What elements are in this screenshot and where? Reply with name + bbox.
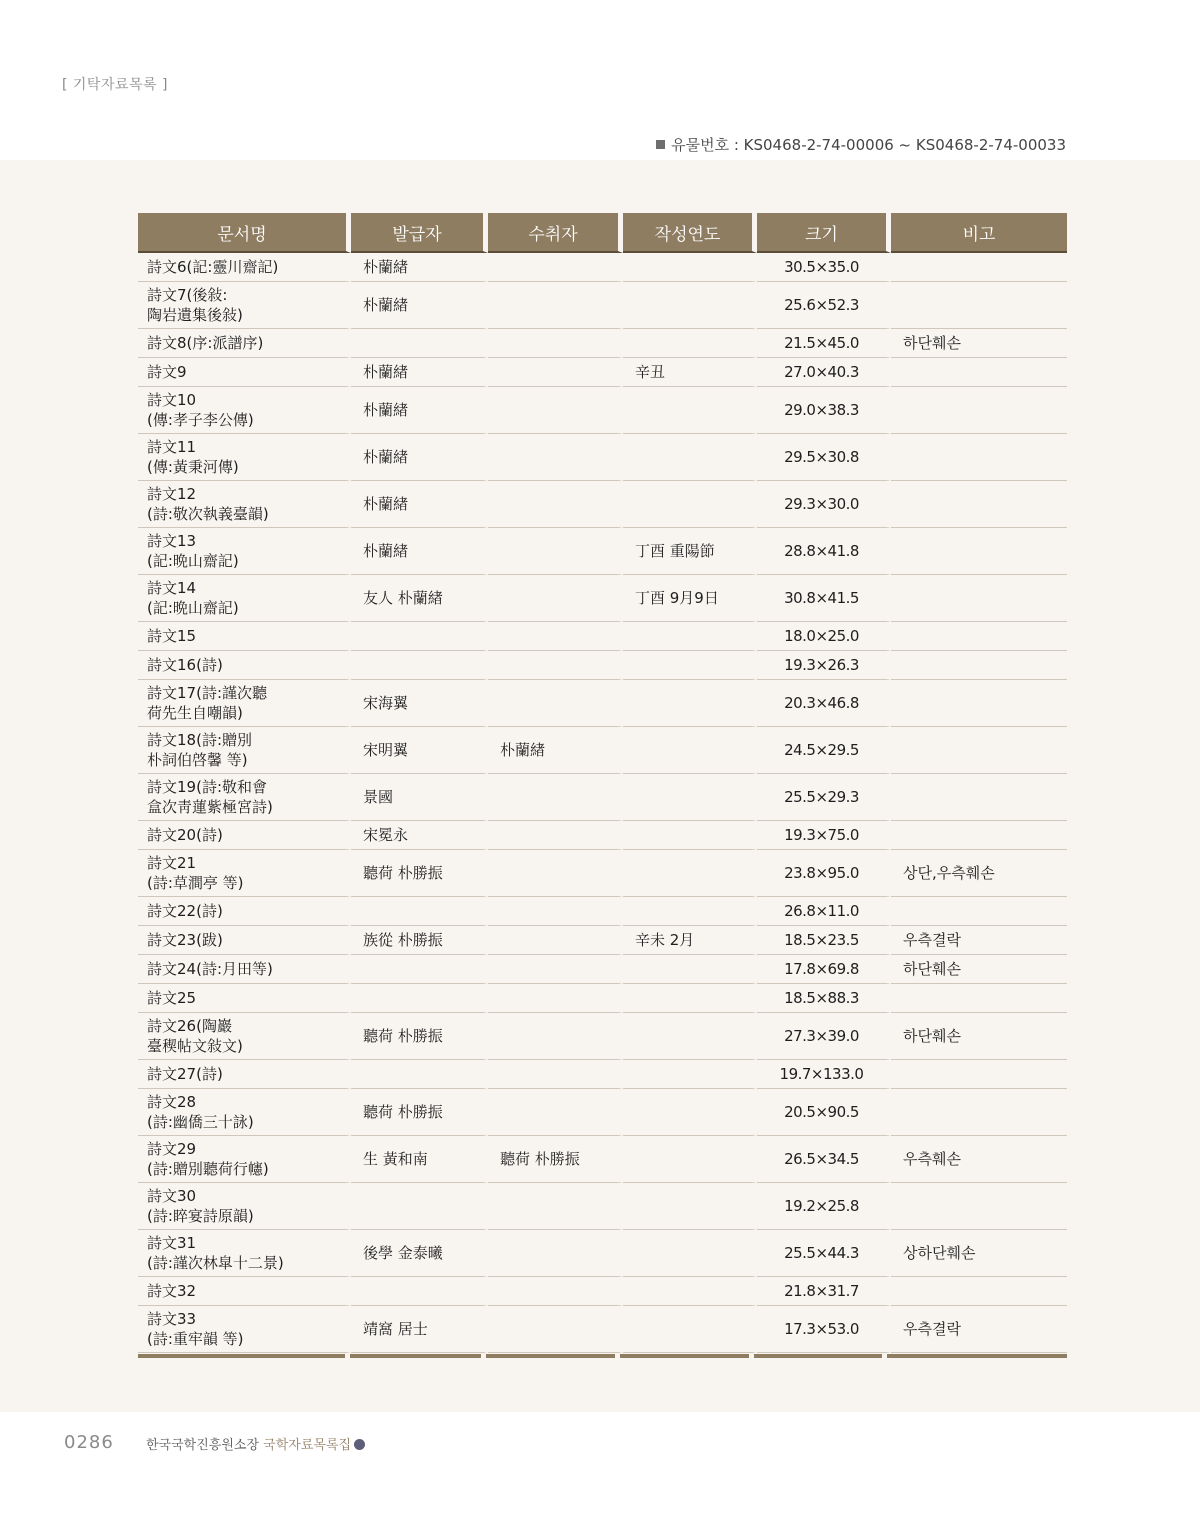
- section-label: [ 기탁자료목록 ]: [62, 77, 168, 93]
- table-row: [138, 1013, 1067, 1060]
- cell-issuer: 後學 金泰曦: [351, 1230, 488, 1277]
- cell-receiver: [488, 329, 623, 358]
- cell-receiver: [488, 850, 623, 897]
- cell-title-line: 詩文11: [147, 438, 197, 456]
- cell-size: 18.5×88.3: [757, 984, 891, 1013]
- cell-size: 30.8×41.5: [757, 575, 891, 622]
- cell-title-line: 詩文22(詩): [147, 902, 223, 920]
- cell-title-line: 詩文26(陶巖: [147, 1017, 232, 1035]
- cell-note: 우측결락: [891, 926, 1067, 955]
- footer-band: [0, 1412, 1200, 1520]
- table-row: [138, 481, 1067, 528]
- cell-size: 23.8×95.0: [757, 850, 891, 897]
- cell-receiver: [488, 926, 623, 955]
- cell-issuer: 朴蘭緖: [351, 253, 488, 282]
- cell-note: [891, 1277, 1067, 1306]
- column-header-issuer: 발급자: [351, 213, 488, 253]
- cell-title: [138, 1230, 351, 1277]
- cell-receiver: [488, 1013, 623, 1060]
- table-header-row: [138, 213, 1067, 253]
- table-row: [138, 1089, 1067, 1136]
- cell-title-line: 詩文7(後敍:: [147, 286, 228, 304]
- cell-note: 우측결락: [891, 1306, 1067, 1353]
- cell-title-line: 詩文9: [147, 363, 187, 381]
- cell-receiver: [488, 821, 623, 850]
- cell-title: [138, 680, 351, 727]
- page-number: 0286: [64, 1432, 114, 1453]
- cell-receiver: [488, 680, 623, 727]
- cell-size: 30.5×35.0: [757, 253, 891, 282]
- cell-title-line: (詩:敬次執義臺韻): [147, 505, 269, 523]
- cell-issuer: [351, 1183, 488, 1230]
- cell-title-line: 臺稧帖文敍文): [147, 1037, 243, 1055]
- cell-issuer: 聽荷 朴勝振: [351, 850, 488, 897]
- cell-note: [891, 821, 1067, 850]
- cell-year: [623, 1136, 757, 1183]
- cell-size: 29.5×30.8: [757, 434, 891, 481]
- cell-size: 26.5×34.5: [757, 1136, 891, 1183]
- cell-title: [138, 575, 351, 622]
- cell-title: [138, 387, 351, 434]
- cell-note: [891, 1183, 1067, 1230]
- cell-note: [891, 387, 1067, 434]
- cell-year: [623, 821, 757, 850]
- cell-title: [138, 651, 351, 680]
- cell-title-line: 朴詞伯啓馨 等): [147, 751, 248, 769]
- cell-issuer: [351, 984, 488, 1013]
- table-row: [138, 850, 1067, 897]
- table-row: [138, 434, 1067, 481]
- cell-note: 우측훼손: [891, 1136, 1067, 1183]
- cell-title: [138, 1306, 351, 1353]
- cell-note: [891, 282, 1067, 329]
- cell-issuer: 朴蘭緖: [351, 481, 488, 528]
- cell-size: 27.3×39.0: [757, 1013, 891, 1060]
- cell-title-line: 詩文27(詩): [147, 1065, 223, 1083]
- cell-note: [891, 727, 1067, 774]
- table-row: [138, 897, 1067, 926]
- cell-title-line: 詩文13: [147, 532, 197, 550]
- table-row: [138, 955, 1067, 984]
- cell-title-line: 詩文25: [147, 989, 197, 1007]
- table-row: [138, 1060, 1067, 1089]
- cell-note: [891, 774, 1067, 821]
- cell-year: 辛未 2月: [623, 926, 757, 955]
- cell-title-line: 詩文31: [147, 1234, 197, 1252]
- cell-size: 24.5×29.5: [757, 727, 891, 774]
- cell-receiver: [488, 651, 623, 680]
- cell-note: [891, 575, 1067, 622]
- cell-issuer: 朴蘭緖: [351, 528, 488, 575]
- cell-title: [138, 1060, 351, 1089]
- cell-size: 29.3×30.0: [757, 481, 891, 528]
- cell-title-line: 詩文19(詩:敬和會: [147, 778, 267, 796]
- cell-year: [623, 253, 757, 282]
- cell-issuer: [351, 329, 488, 358]
- cell-issuer: 生 黃和南: [351, 1136, 488, 1183]
- cell-receiver: 朴蘭緖: [488, 727, 623, 774]
- cell-issuer: 族從 朴勝振: [351, 926, 488, 955]
- cell-issuer: 靖窩 居士: [351, 1306, 488, 1353]
- table-end-rule: [138, 1354, 1067, 1358]
- table-row: [138, 727, 1067, 774]
- cell-size: 19.3×26.3: [757, 651, 891, 680]
- cell-year: [623, 1183, 757, 1230]
- cell-year: [623, 1306, 757, 1353]
- cell-year: [623, 984, 757, 1013]
- cell-year: [623, 774, 757, 821]
- cell-note: [891, 622, 1067, 651]
- cell-year: [623, 680, 757, 727]
- cell-title-line: 詩文12: [147, 485, 197, 503]
- cell-year: [623, 897, 757, 926]
- cell-title: [138, 926, 351, 955]
- cell-size: 20.3×46.8: [757, 680, 891, 727]
- cell-receiver: [488, 1089, 623, 1136]
- cell-title-line: 詩文23(跋): [147, 931, 223, 949]
- cell-title-line: 詩文29: [147, 1140, 197, 1158]
- cell-year: [623, 481, 757, 528]
- table-row: [138, 821, 1067, 850]
- cell-title: [138, 850, 351, 897]
- cell-note: 상단,우측훼손: [891, 850, 1067, 897]
- cell-title-line: (詩:睟宴詩原韻): [147, 1207, 254, 1225]
- artifact-id-range-text: 유물번호 : KS0468-2-74-00006 ~ KS0468-2-74-00033: [671, 136, 1066, 154]
- table-body: [138, 253, 1067, 1353]
- cell-title: [138, 358, 351, 387]
- table-row: [138, 253, 1067, 282]
- cell-title-line: 詩文21: [147, 854, 197, 872]
- column-header-title: 문서명: [138, 213, 351, 253]
- cell-receiver: [488, 1306, 623, 1353]
- cell-title-line: 詩文17(詩:謹次聽: [147, 684, 267, 702]
- cell-year: [623, 434, 757, 481]
- cell-size: 21.5×45.0: [757, 329, 891, 358]
- cell-receiver: [488, 358, 623, 387]
- cell-year: 丁酉 9月9日: [623, 575, 757, 622]
- cell-year: [623, 1013, 757, 1060]
- cell-receiver: [488, 955, 623, 984]
- cell-note: 하단훼손: [891, 1013, 1067, 1060]
- cell-note: 하단훼손: [891, 329, 1067, 358]
- cell-receiver: [488, 528, 623, 575]
- cell-size: 21.8×31.7: [757, 1277, 891, 1306]
- table-row: [138, 358, 1067, 387]
- cell-title-line: 詩文8(序:派譜序): [147, 334, 264, 352]
- footer-org: 한국국학진흥원소장: [146, 1438, 260, 1453]
- cell-receiver: 聽荷 朴勝振: [488, 1136, 623, 1183]
- cell-note: [891, 358, 1067, 387]
- cell-title: [138, 897, 351, 926]
- cell-title: [138, 1183, 351, 1230]
- cell-title: [138, 1089, 351, 1136]
- table-row: [138, 528, 1067, 575]
- footer-publication: [146, 1434, 365, 1453]
- cell-title-line: 詩文16(詩): [147, 656, 223, 674]
- cell-issuer: [351, 1060, 488, 1089]
- column-header-year: 작성연도: [623, 213, 757, 253]
- cell-issuer: 宋海翼: [351, 680, 488, 727]
- cell-year: [623, 1089, 757, 1136]
- cell-issuer: 景國: [351, 774, 488, 821]
- cell-title-line: 盒次靑蓮紫極宮詩): [147, 798, 273, 816]
- cell-size: 17.3×53.0: [757, 1306, 891, 1353]
- cell-title-line: 詩文14: [147, 579, 197, 597]
- dot-icon: [354, 1439, 365, 1450]
- cell-title: [138, 1136, 351, 1183]
- cell-size: 18.0×25.0: [757, 622, 891, 651]
- cell-title-line: (詩:重牢韻 等): [147, 1330, 244, 1348]
- table-row: [138, 387, 1067, 434]
- cell-issuer: 朴蘭緖: [351, 387, 488, 434]
- cell-size: 25.6×52.3: [757, 282, 891, 329]
- cell-year: [623, 1060, 757, 1089]
- cell-title: [138, 727, 351, 774]
- square-bullet-icon: [656, 140, 665, 149]
- cell-size: 19.3×75.0: [757, 821, 891, 850]
- cell-year: [623, 651, 757, 680]
- cell-year: [623, 1277, 757, 1306]
- cell-title: [138, 282, 351, 329]
- cell-title-line: 詩文32: [147, 1282, 197, 1300]
- cell-issuer: [351, 897, 488, 926]
- cell-issuer: [351, 622, 488, 651]
- cell-title: [138, 1013, 351, 1060]
- cell-issuer: 宋冕永: [351, 821, 488, 850]
- cell-size: 19.2×25.8: [757, 1183, 891, 1230]
- cell-title: [138, 955, 351, 984]
- cell-year: [623, 1230, 757, 1277]
- cell-issuer: 友人 朴蘭緖: [351, 575, 488, 622]
- cell-title-line: 詩文15: [147, 627, 197, 645]
- cell-title: [138, 774, 351, 821]
- cell-size: 28.8×41.8: [757, 528, 891, 575]
- cell-title-line: 詩文28: [147, 1093, 197, 1111]
- cell-year: [623, 622, 757, 651]
- cell-title: [138, 821, 351, 850]
- cell-year: 辛丑: [623, 358, 757, 387]
- cell-receiver: [488, 387, 623, 434]
- cell-title-line: 詩文20(詩): [147, 826, 223, 844]
- cell-note: 하단훼손: [891, 955, 1067, 984]
- cell-year: [623, 955, 757, 984]
- cell-title-line: (記:晩山齋記): [147, 599, 239, 617]
- cell-title: [138, 1277, 351, 1306]
- cell-size: 18.5×23.5: [757, 926, 891, 955]
- cell-note: [891, 528, 1067, 575]
- cell-issuer: 聽荷 朴勝振: [351, 1013, 488, 1060]
- cell-receiver: [488, 1060, 623, 1089]
- cell-size: 17.8×69.8: [757, 955, 891, 984]
- cell-title-line: 詩文6(記:靈川齋記): [147, 258, 279, 276]
- cell-note: [891, 1060, 1067, 1089]
- cell-note: [891, 651, 1067, 680]
- cell-title-line: (傳:黃秉河傳): [147, 458, 239, 476]
- cell-note: [891, 434, 1067, 481]
- cell-title-line: 詩文18(詩:贈別: [147, 731, 252, 749]
- table-row: [138, 1230, 1067, 1277]
- cell-title-line: 荷先生自嘲韻): [147, 704, 243, 722]
- column-header-size: 크기: [757, 213, 891, 253]
- cell-issuer: 聽荷 朴勝振: [351, 1089, 488, 1136]
- cell-year: [623, 387, 757, 434]
- table-row: [138, 984, 1067, 1013]
- cell-note: [891, 897, 1067, 926]
- cell-title-line: 詩文33: [147, 1310, 197, 1328]
- cell-note: [891, 1089, 1067, 1136]
- cell-title-line: 詩文30: [147, 1187, 197, 1205]
- cell-receiver: [488, 481, 623, 528]
- cell-receiver: [488, 622, 623, 651]
- cell-title: [138, 253, 351, 282]
- cell-receiver: [488, 1230, 623, 1277]
- cell-receiver: [488, 1277, 623, 1306]
- cell-size: 25.5×44.3: [757, 1230, 891, 1277]
- cell-size: 19.7×133.0: [757, 1060, 891, 1089]
- table-row: [138, 282, 1067, 329]
- column-header-note: 비고: [891, 213, 1067, 253]
- cell-year: 丁酉 重陽節: [623, 528, 757, 575]
- cell-size: 29.0×38.3: [757, 387, 891, 434]
- cell-title: [138, 481, 351, 528]
- cell-year: [623, 329, 757, 358]
- cell-issuer: 宋明翼: [351, 727, 488, 774]
- cell-issuer: 朴蘭緖: [351, 282, 488, 329]
- table-row: [138, 1277, 1067, 1306]
- table-row: [138, 774, 1067, 821]
- column-header-receiver: 수취자: [488, 213, 623, 253]
- cell-receiver: [488, 774, 623, 821]
- cell-receiver: [488, 1183, 623, 1230]
- artifact-id-range: [656, 134, 1066, 155]
- cell-receiver: [488, 897, 623, 926]
- cell-receiver: [488, 984, 623, 1013]
- table-row: [138, 926, 1067, 955]
- cell-issuer: 朴蘭緖: [351, 358, 488, 387]
- table-row: [138, 651, 1067, 680]
- catalog-table: [138, 213, 1067, 1353]
- table-row: [138, 680, 1067, 727]
- cell-receiver: [488, 253, 623, 282]
- cell-title-line: (詩:草澗亭 等): [147, 874, 244, 892]
- table-row: [138, 1136, 1067, 1183]
- cell-size: 25.5×29.3: [757, 774, 891, 821]
- cell-receiver: [488, 575, 623, 622]
- table-row: [138, 329, 1067, 358]
- cell-title-line: (詩:謹次林皐十二景): [147, 1254, 284, 1272]
- cell-note: [891, 253, 1067, 282]
- cell-title-line: (詩:贈別聽荷行幰): [147, 1160, 269, 1178]
- cell-year: [623, 850, 757, 897]
- footer-sub: 국학자료목록집: [263, 1438, 352, 1453]
- cell-title-line: (詩:幽僑三十詠): [147, 1113, 254, 1131]
- cell-title: [138, 434, 351, 481]
- table-row: [138, 622, 1067, 651]
- cell-issuer: 朴蘭緖: [351, 434, 488, 481]
- cell-issuer: [351, 651, 488, 680]
- cell-title-line: 詩文24(詩:月田等): [147, 960, 273, 978]
- cell-size: 27.0×40.3: [757, 358, 891, 387]
- table-row: [138, 575, 1067, 622]
- cell-year: [623, 282, 757, 329]
- cell-note: [891, 984, 1067, 1013]
- cell-title: [138, 528, 351, 575]
- cell-title-line: (傳:孝子李公傳): [147, 411, 254, 429]
- cell-title-line: (記:晩山齋記): [147, 552, 239, 570]
- cell-title: [138, 984, 351, 1013]
- table-row: [138, 1306, 1067, 1353]
- cell-receiver: [488, 434, 623, 481]
- cell-title: [138, 622, 351, 651]
- catalog-table-wrap: [138, 213, 1067, 1358]
- cell-year: [623, 727, 757, 774]
- cell-note: [891, 481, 1067, 528]
- cell-note: [891, 680, 1067, 727]
- cell-size: 26.8×11.0: [757, 897, 891, 926]
- table-row: [138, 1183, 1067, 1230]
- cell-title-line: 陶岩遺集後敍): [147, 306, 243, 324]
- cell-title: [138, 329, 351, 358]
- cell-issuer: [351, 955, 488, 984]
- cell-title-line: 詩文10: [147, 391, 197, 409]
- cell-receiver: [488, 282, 623, 329]
- cell-issuer: [351, 1277, 488, 1306]
- cell-size: 20.5×90.5: [757, 1089, 891, 1136]
- cell-note: 상하단훼손: [891, 1230, 1067, 1277]
